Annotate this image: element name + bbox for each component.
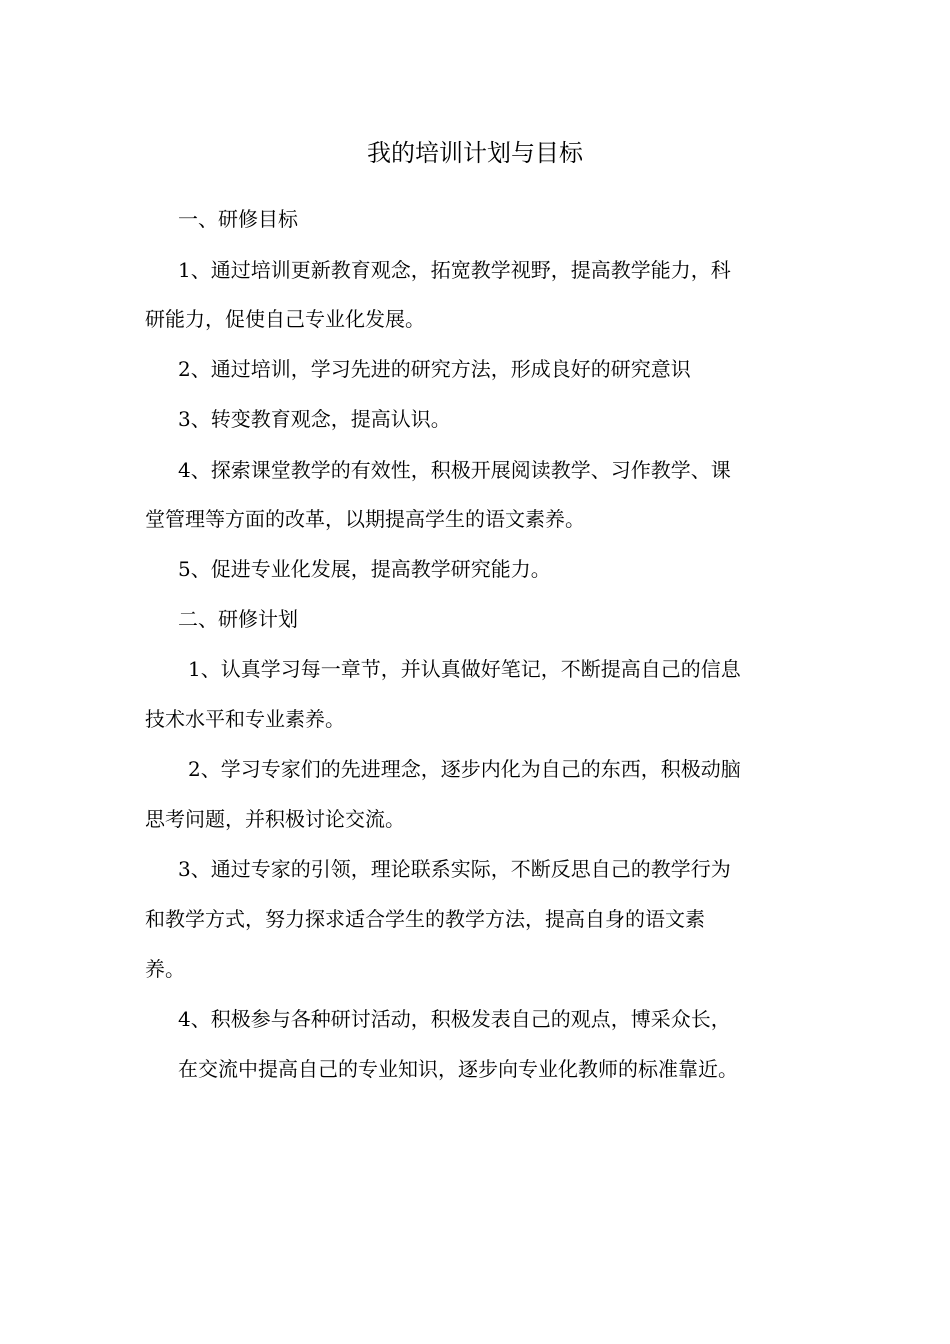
paragraph-line: 堂管理等方面的改革，以期提高学生的语文素养。 bbox=[145, 507, 585, 531]
paragraph-line: 技术水平和专业素养。 bbox=[145, 707, 345, 731]
paragraph-line: 养。 bbox=[145, 957, 185, 981]
paragraph-line: 3、转变教育观念，提高认识。 bbox=[178, 407, 451, 431]
paragraph-line: 4、探索课堂教学的有效性，积极开展阅读教学、习作教学、课 bbox=[178, 458, 731, 482]
paragraph-line: 2、学习专家们的先进理念，逐步内化为自己的东西，积极动脑 bbox=[188, 757, 741, 781]
paragraph-line: 2、通过培训，学习先进的研究方法，形成良好的研究意识 bbox=[178, 357, 691, 381]
paragraph-line: 研能力，促使自己专业化发展。 bbox=[145, 307, 425, 331]
paragraph-line: 4、积极参与各种研讨活动，积极发表自己的观点，博采众长， bbox=[178, 1007, 731, 1031]
document-title: 我的培训计划与目标 bbox=[367, 139, 583, 167]
paragraph-line: 3、通过专家的引领，理论联系实际，不断反思自己的教学行为 bbox=[178, 857, 731, 881]
paragraph-line: 和教学方式，努力探求适合学生的教学方法，提高自身的语文素 bbox=[145, 907, 705, 931]
paragraph-line: 5、促进专业化发展，提高教学研究能力。 bbox=[178, 557, 551, 581]
paragraph-line: 1、通过培训更新教育观念，拓宽教学视野，提高教学能力，科 bbox=[178, 258, 731, 282]
paragraph-line: 在交流中提高自己的专业知识，逐步向专业化教师的标准靠近。 bbox=[178, 1057, 738, 1081]
section-heading-goals: 一、研修目标 bbox=[178, 207, 298, 231]
paragraph-line: 思考问题，并积极讨论交流。 bbox=[145, 807, 405, 831]
paragraph-line: 1、认真学习每一章节，并认真做好笔记，不断提高自己的信息 bbox=[188, 657, 741, 681]
section-heading-plan: 二、研修计划 bbox=[178, 607, 298, 631]
